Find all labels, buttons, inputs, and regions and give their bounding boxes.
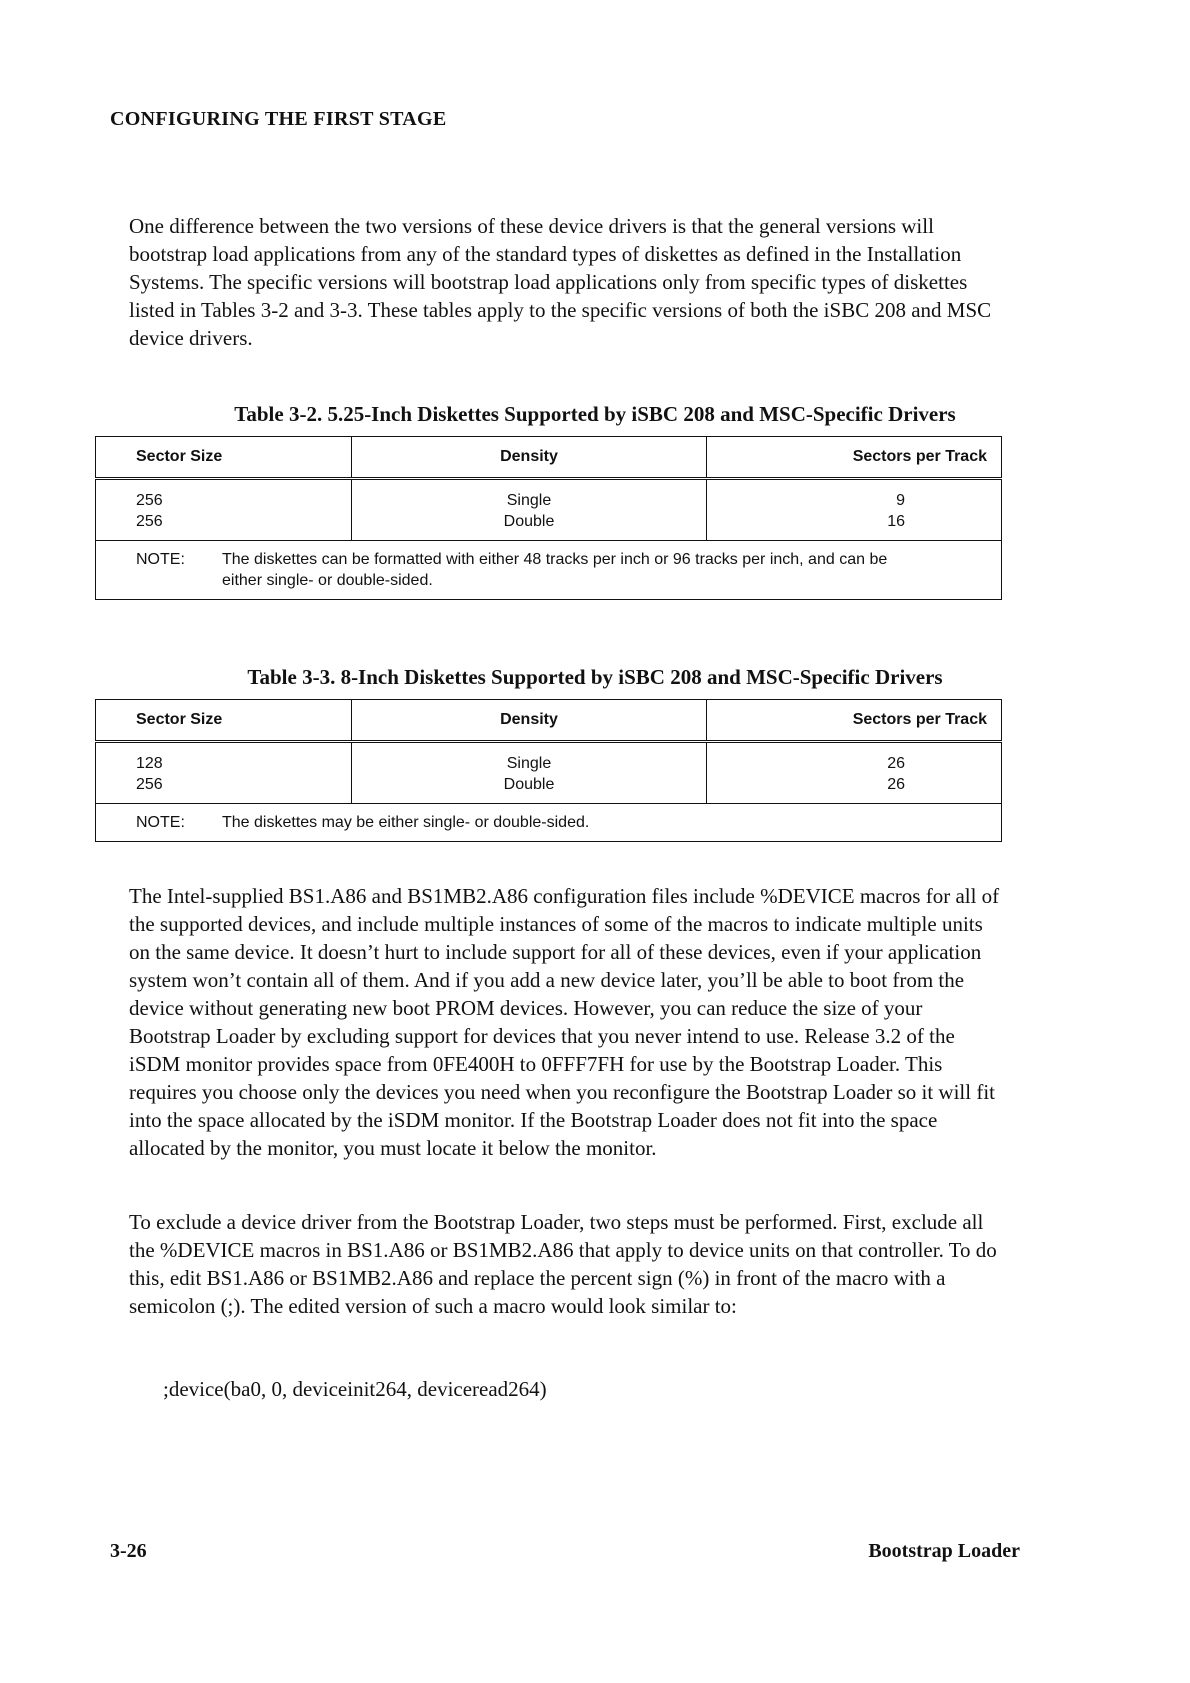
note-label: NOTE: [136, 551, 185, 568]
note-text: The diskettes can be formatted with either 48 tracks per inch or 96 tracks per inch, and can be either single- or double-sided. [222, 551, 888, 589]
column-header-sectors-per-track: Sectors per Track [707, 437, 1002, 479]
cell-density: Single [352, 479, 707, 512]
column-header-sectors-per-track: Sectors per Track [707, 700, 1002, 742]
cell-sector-size: 256 [96, 511, 352, 541]
table-3-2-caption: Table 3-2. 5.25-Inch Diskettes Supported by iSBC 208 and MSC-Specific Drivers [234, 402, 956, 426]
paragraph-config-files: The Intel-supplied BS1.A86 and BS1MB2.A86 configuration files include %DEVICE macros for all of the supported devices, and include multiple instances of some of the macros to indicate multiple units on the same device. It doesn’t hurt to include support for all of these devices, even if your application system won’t contain all of them. And if you add a new device later, you’ll be able to boot from the device without generating new boot PROM devices. However, you can reduce the size of your Bootstrap Loader by excluding support for devices that you never intend to use. Release 3.2 of the iSDM monitor provides space from 0FE400H to 0FFF7FH for use by the Bootstrap Loader. This requires you choose only the devices you need when you reconfigure the Bootstrap Loader so it will fit into the space allocated by the iSDM monitor. If the Bootstrap Loader does not fit into the space allocated by the monitor, you must locate it below the monitor. [129, 884, 1000, 1160]
column-header-sector-size: Sector Size [96, 437, 352, 479]
column-header-density: Density [352, 437, 707, 479]
table-row [96, 774, 1002, 804]
paragraph-intro: One difference between the two versions of these device drivers is that the general versions will bootstrap load applications from any of the standard types of diskettes as defined in the Installation Systems. The specific versions will bootstrap load applications only from specific types of diskettes listed in Tables 3-2 and 3-3. These tables apply to the specific versions of both the iSBC 208 and MSC device drivers. [129, 214, 992, 350]
cell-sectors-per-track: 26 [707, 774, 1002, 804]
page-number: 3-26 [110, 1540, 147, 1562]
cell-sectors-per-track: 16 [707, 511, 1002, 541]
paragraph-exclude-driver: To exclude a device driver from the Bootstrap Loader, two steps must be performed. First, exclude all the %DEVICE macros in BS1.A86 or BS1MB2.A86 that apply to device units on that controller. To do this, edit BS1.A86 or BS1MB2.A86 and replace the percent sign (%) in front of the macro with a semicolon (;). The edited version of such a macro would look similar to: [129, 1210, 997, 1318]
table-3-2 [95, 436, 1002, 600]
cell-sector-size: 128 [96, 742, 352, 775]
table-row [96, 511, 1002, 541]
cell-density: Single [352, 742, 707, 775]
table-note [96, 541, 1002, 600]
column-header-sector-size: Sector Size [96, 700, 352, 742]
cell-density: Double [352, 511, 707, 541]
cell-sector-size: 256 [96, 774, 352, 804]
table-row [96, 479, 1002, 512]
table-3-3 [95, 699, 1002, 842]
table-3-3-caption: Table 3-3. 8-Inch Diskettes Supported by iSBC 208 and MSC-Specific Drivers [247, 665, 943, 689]
cell-sector-size: 256 [96, 479, 352, 512]
cell-sectors-per-track: 9 [707, 479, 1002, 512]
note-label: NOTE: [136, 814, 185, 831]
table-note [96, 804, 1002, 842]
cell-density: Double [352, 774, 707, 804]
footer-title: Bootstrap Loader [868, 1540, 1020, 1562]
note-text: The diskettes may be either single- or double-sided. [222, 814, 590, 831]
table-row [96, 742, 1002, 775]
running-header: CONFIGURING THE FIRST STAGE [110, 108, 447, 130]
code-example: ;device(ba0, 0, deviceinit264, deviceread264) [163, 1377, 547, 1401]
column-header-density: Density [352, 700, 707, 742]
cell-sectors-per-track: 26 [707, 742, 1002, 775]
table-note-row [96, 541, 1002, 600]
table-note-row [96, 804, 1002, 842]
